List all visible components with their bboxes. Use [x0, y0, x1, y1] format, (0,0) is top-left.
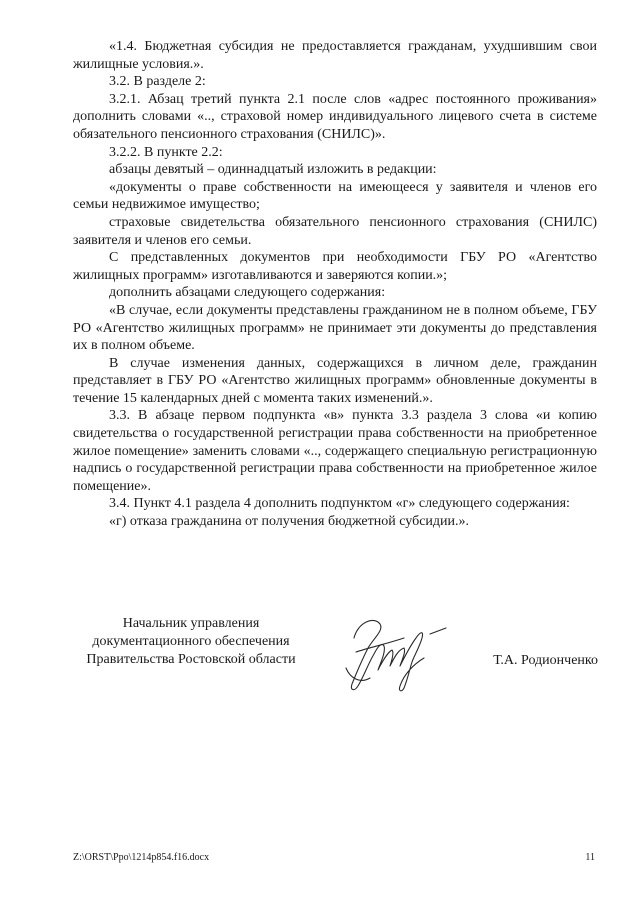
signatory-title-line-3: Правительства Ростовской области: [86, 652, 296, 667]
paragraph-instruction-edit: абзацы девятый – одиннадцатый изложить в редакции:: [109, 162, 437, 178]
paragraph-3-3: 3.3. В абзаце первом подпункта «в» пункта 3.3 раздела 3 слова «и копию свидетельства о государственной регистрации права собственности на приобретенное жилое помещение» заменить словами «.., содержащего специальную регистрационную надпись о государственной регистрации права собственности на приобретенное жилое помещение».: [73, 408, 597, 494]
signatory-title: [66, 615, 316, 669]
signatory-name: Т.А. Родионченко: [493, 653, 598, 668]
paragraph-incomplete-documents: «В случае, если документы представлены гражданином не в полном объеме, ГБУ РО «Агентство жилищных программ» не принимает эти документы до представления их в полном объеме.: [73, 302, 597, 354]
paragraph-property-documents: «документы о праве собственности на имеющееся у заявителя и членов его семьи недвижимое имущество;: [73, 179, 597, 213]
paragraph-1-4: «1.4. Бюджетная субсидия не предоставляется гражданам, ухудшившим свои жилищные условия.».: [73, 39, 597, 72]
signatory-title-line-2: документационного обеспечения: [92, 634, 290, 649]
paragraph-3-2-2: 3.2.2. В пункте 2.2:: [109, 144, 223, 160]
paragraph-copies: С представленных документов при необходимости ГБУ РО «Агентство жилищных программ» изготавливаются и заверяются копии.»;: [73, 250, 597, 283]
paragraph-3-2: 3.2. В разделе 2:: [109, 74, 206, 90]
page-number: 11: [585, 852, 595, 863]
paragraph-3-4: 3.4. Пункт 4.1 раздела 4 дополнить подпунктом «г» следующего содержания:: [109, 496, 570, 512]
paragraph-subparagraph-g: «г) отказа гражданина от получения бюджетной субсидии.».: [109, 514, 470, 530]
signatory-title-line-1: Начальник управления: [122, 616, 260, 631]
paragraph-3-2-1: 3.2.1. Абзац третий пункта 2.1 после слов «адрес постоянного проживания» дополнить словами «.., страховой номер индивидуального лицевого счета в системе обязательного пенсионного страхования (СНИЛС)».: [73, 91, 597, 142]
footer-file-path: Z:\ORST\Ppo\1214p854.f16.docx: [73, 852, 210, 863]
handwritten-signature: [334, 608, 454, 698]
document-body: [73, 38, 597, 531]
paragraph-instruction-add: дополнить абзацами следующего содержания:: [109, 285, 386, 301]
paragraph-data-change: В случае изменения данных, содержащихся в личном деле, гражданин представляет в ГБУ РО «Агентство жилищных программ» обновленные документы в течение 15 календарных дней с момента таких изменений.».: [73, 355, 597, 406]
paragraph-snils: страховые свидетельства обязательного пенсионного страхования (СНИЛС) заявителя и членов его семьи.: [73, 214, 597, 248]
